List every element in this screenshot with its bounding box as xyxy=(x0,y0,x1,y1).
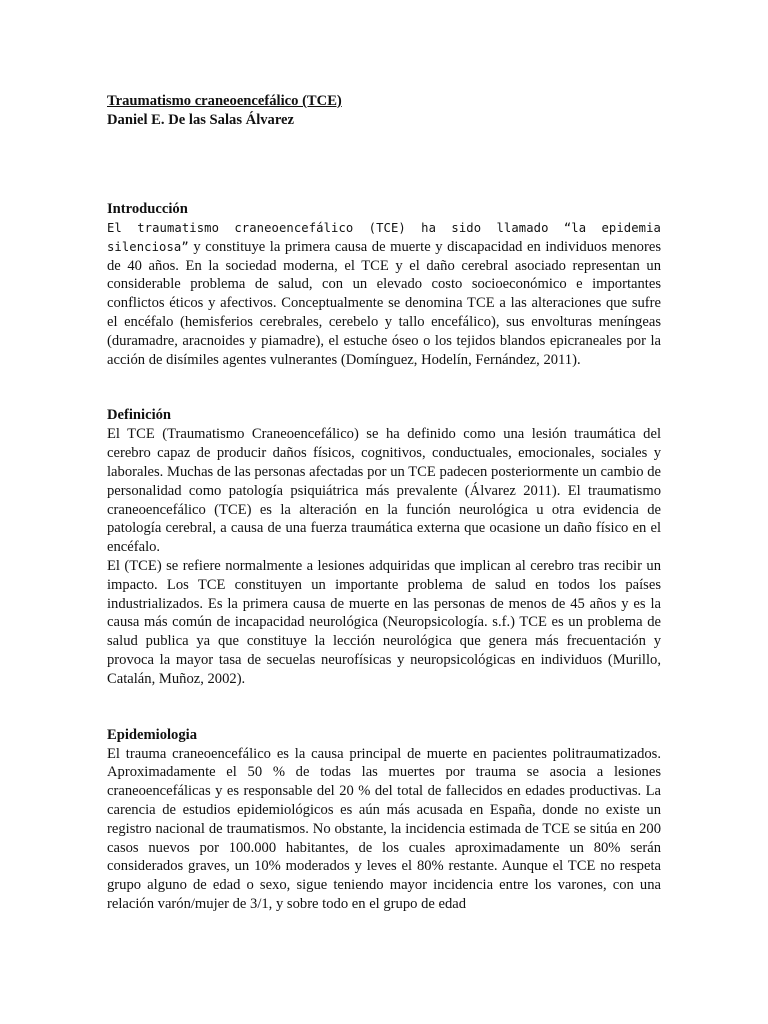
section-introduccion xyxy=(107,200,661,369)
paragraph-definicion-2: El (TCE) se refiere normalmente a lesiones adquiridas que implican al cerebro tras recibir un impacto. Los TCE constituyen un importante problema de salud en todos los países industrializados. Es la primera causa de muerte en las personas de menos de 45 años y es la causa más común de incapacidad neurológica (Neuropsicología. s.f.) TCE es un problema de salud publica ya que constituye la lección neurológica que genera más frecuentación y provoca la mayor tasa de secuelas neurofísicas y neuropsicológicas en individuos (Murillo, Catalán, Muñoz, 2002). xyxy=(107,557,661,687)
section-heading-introduccion: Introducción xyxy=(107,201,188,217)
paragraph-definicion-1: El TCE (Traumatismo Craneoencefálico) se ha definido como una lesión traumática del cerebro capaz de producir daños físicos, cognitivos, conductuales, emocionales, sociales y laborales. Muchas de las personas afectadas por un TCE padecen posteriormente un cambio de personalidad como patología psiquiátrica más prevalente (Álvarez 2011). El traumatismo craneoencefálico (TCE) es la alteración en la función neurológica u otra evidencia de patología cerebral, a causa de una fuerza traumática externa que ocasione un daño físico en el encéfalo. xyxy=(107,426,661,556)
document-title xyxy=(107,92,661,111)
section-heading-epidemiologia: Epidemiologia xyxy=(107,726,198,743)
section-heading-definicion: Definición xyxy=(107,407,172,424)
document-author: Daniel E. De las Salas Álvarez xyxy=(107,112,295,128)
document-title-text: Traumatismo craneoencefálico (TCE) xyxy=(107,93,342,109)
paragraph-epidemiologia-1: El trauma craneoencefálico es la causa principal de muerte en pacientes politraumatizados. Aproximadamente el 50 % de todas las muertes por trauma se asocia a lesiones craneoencefálicas y es responsable del 20 % del total de fallecidos en edades productivas. La carencia de estudios epidemiológicos es aún más acusada en España, donde no existe un registro nacional de traumatismos. No obstante, la incidencia estimada de TCE se sitúa en 200 casos nuevos por 100.000 habitantes, de los cuales aproximadamente un 80% serán considerados graves, un 10% moderados y leves el 80% restante. Aunque el TCE no respeta grupo alguno de edad o sexo, sigue teniendo mayor incidencia entre los varones, con una relación varón/mujer de 3/1, y sobre todo en el grupo de edad xyxy=(107,745,661,912)
document-page xyxy=(107,92,661,914)
intro-body-text: y constituye la primera causa de muerte y discapacidad en individuos menores de 40 años. En la sociedad moderna, el TCE y el daño cerebral asociado representan un considerable problema de salud, con un elevado costo socioeconómico e importantes conflictos éticos y afectivos. Conceptualmente se denomina TCE a las alteraciones que sufre el encéfalo (hemisferios cerebrales, cerebelo y tallo encefálico), sus envolturas meníngeas (duramadre, aracnoides y piamadre), el estuche óseo o los tejidos blandos epicraneales por la acción de disímiles agentes vulnerantes (Domínguez, Hodelín, Fernández, 2011). xyxy=(107,238,661,368)
section-epidemiologia xyxy=(107,726,661,914)
paragraph-introduccion xyxy=(107,219,661,369)
intro-mono-text: El traumatismo craneoencefálico (TCE) ha sido llamado “la epidemia silenciosa” xyxy=(107,221,661,254)
section-definicion xyxy=(107,406,661,688)
